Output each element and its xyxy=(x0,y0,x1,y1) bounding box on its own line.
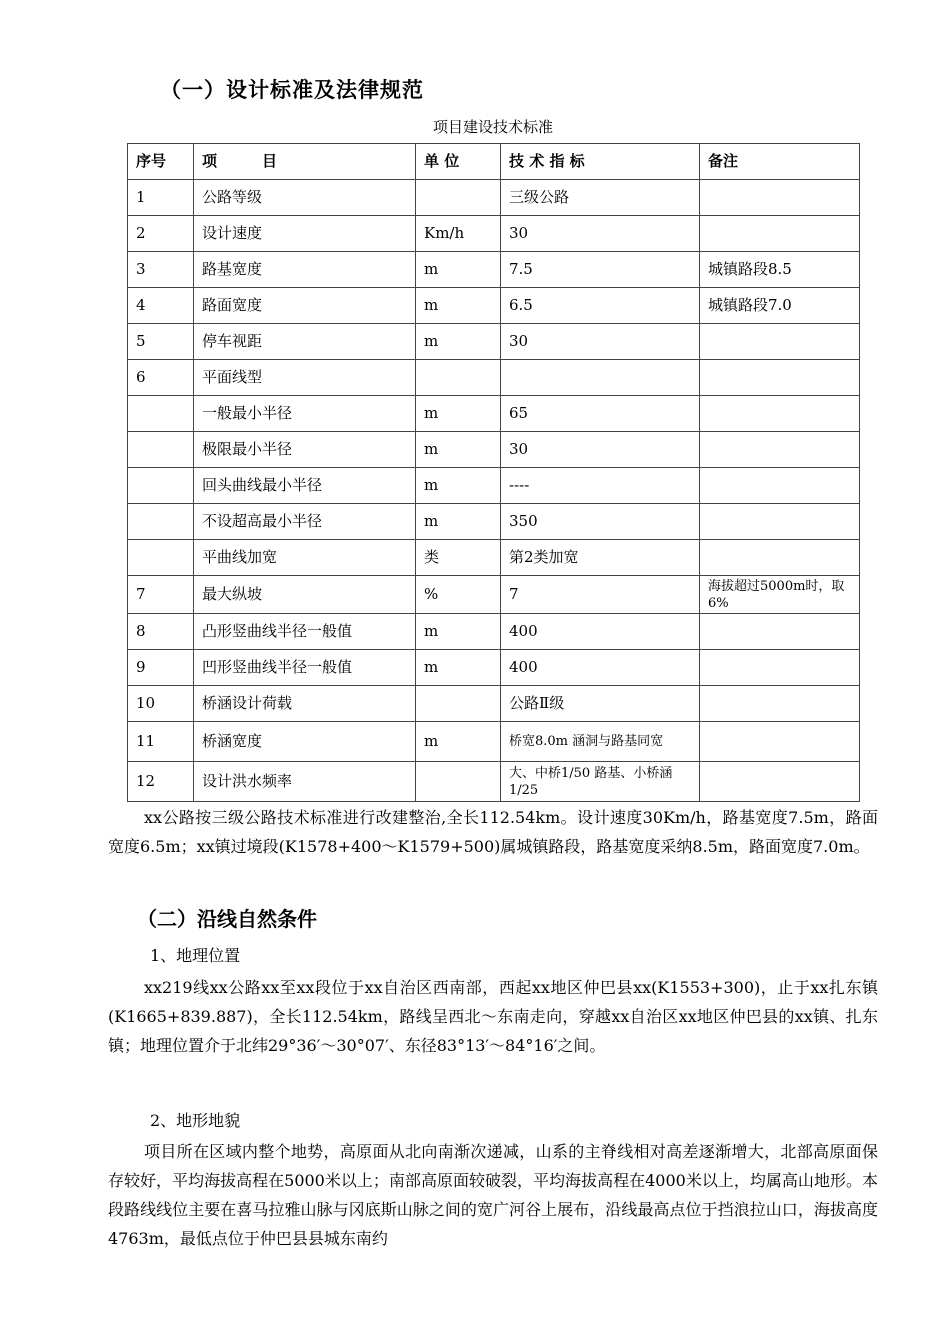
table-row xyxy=(128,288,860,324)
table-cell: 2 xyxy=(128,216,194,252)
paragraph-road-standard: xx公路按三级公路技术标准进行改建整治,全长112.54km。设计速度30Km/h，路基宽度7.5m，路面宽度6.5m；xx镇过境段(K1578+400～K1579+500)属城镇路段，路基宽度采纳8.5m，路面宽度7.0m。 xyxy=(108,808,878,856)
table-header-row xyxy=(128,144,860,180)
table-cell: 30 xyxy=(501,432,700,468)
table-cell: 不设超高最小半径 xyxy=(194,504,416,540)
table-cell xyxy=(700,324,860,360)
table-cell: 桥涵宽度 xyxy=(194,722,416,762)
table-row xyxy=(128,180,860,216)
table-caption: 项目建设技术标准 xyxy=(432,118,553,136)
table-cell: m xyxy=(416,614,501,650)
table-cell xyxy=(128,468,194,504)
table-cell xyxy=(700,614,860,650)
table-cell: 一般最小半径 xyxy=(194,396,416,432)
table-cell: m xyxy=(416,432,501,468)
table-row xyxy=(128,468,860,504)
table-cell xyxy=(416,180,501,216)
table-row xyxy=(128,614,860,650)
table-cell: 设计洪水频率 xyxy=(194,762,416,802)
table-row xyxy=(128,216,860,252)
table-cell: m xyxy=(416,324,501,360)
table-cell: 6 xyxy=(128,360,194,396)
table-cell: 凹形竖曲线半径一般值 xyxy=(194,650,416,686)
table-cell: 平曲线加宽 xyxy=(194,540,416,576)
technical-standards-table xyxy=(127,143,860,802)
table-cell xyxy=(700,360,860,396)
table-cell: 城镇路段7.0 xyxy=(700,288,860,324)
table-cell: 1 xyxy=(128,180,194,216)
header-cell: 备注 xyxy=(700,144,860,180)
table-row xyxy=(128,762,860,802)
table-cell: 大、中桥1/50 路基、小桥涵1/25 xyxy=(501,762,700,802)
table-row xyxy=(128,360,860,396)
table-row xyxy=(128,324,860,360)
table-row xyxy=(128,504,860,540)
table-cell: 400 xyxy=(501,614,700,650)
table-cell xyxy=(700,722,860,762)
table-cell: 最大纵坡 xyxy=(194,576,416,614)
table-cell: m xyxy=(416,288,501,324)
table-cell: 65 xyxy=(501,396,700,432)
table-cell: 3 xyxy=(128,252,194,288)
table-cell: m xyxy=(416,650,501,686)
table-cell xyxy=(700,504,860,540)
table-cell xyxy=(700,180,860,216)
table-cell xyxy=(416,686,501,722)
subheading-terrain: 2、地形地貌 xyxy=(150,1111,241,1130)
table-cell: 公路Ⅱ级 xyxy=(501,686,700,722)
table-cell: 第2类加宽 xyxy=(501,540,700,576)
section-title-design-standards: （一）设计标准及法律规范 xyxy=(160,78,424,102)
table-cell: m xyxy=(416,722,501,762)
table-cell xyxy=(416,762,501,802)
table-cell xyxy=(128,396,194,432)
paragraph-terrain: 项目所在区域内整个地势，高原面从北向南渐次递减，山系的主脊线相对高差逐渐增大，北部高原面保存较好，平均海拔高程在5000米以上；南部高原面较破裂，平均海拔高程在4000米以上，均属高山地形。本段路线线位主要在喜马拉雅山脉与冈底斯山脉之间的宽广河谷上展布，沿线最高点位于挡浪拉山口，海拔高度4763m，最低点位于仲巴县县城东南约 xyxy=(108,1142,878,1248)
header-cell: 单 位 xyxy=(416,144,501,180)
subheading-geographic-location: 1、地理位置 xyxy=(150,946,241,965)
table-cell: 12 xyxy=(128,762,194,802)
header-cell: 序号 xyxy=(128,144,194,180)
table-row xyxy=(128,576,860,614)
table-cell xyxy=(700,468,860,504)
paragraph-geographic-location: xx219线xx公路xx至xx段位于xx自治区西南部，西起xx地区仲巴县xx(K1553+300)，止于xx扎东镇(K1665+839.887)，全长112.54km，路线呈西北～东南走向，穿越xx自治区xx地区仲巴县的xx镇、扎东镇；地理位置介于北纬29°36′～30°07′、东径83°13′～84°16′之间。 xyxy=(108,978,878,1055)
table-cell: 9 xyxy=(128,650,194,686)
table-cell: 平面线型 xyxy=(194,360,416,396)
table-cell: 30 xyxy=(501,216,700,252)
table-cell: 11 xyxy=(128,722,194,762)
table-cell: 极限最小半径 xyxy=(194,432,416,468)
table-cell: 10 xyxy=(128,686,194,722)
table-cell: 回头曲线最小半径 xyxy=(194,468,416,504)
table-cell xyxy=(501,360,700,396)
header-cell: 技 术 指 标 xyxy=(501,144,700,180)
table-cell: 4 xyxy=(128,288,194,324)
table-cell: m xyxy=(416,252,501,288)
table-cell: 凸形竖曲线半径一般值 xyxy=(194,614,416,650)
table-cell: m xyxy=(416,468,501,504)
table-cell xyxy=(128,540,194,576)
table-cell xyxy=(700,540,860,576)
table-cell: Km/h xyxy=(416,216,501,252)
table-cell: 5 xyxy=(128,324,194,360)
table-row xyxy=(128,650,860,686)
table-cell xyxy=(700,432,860,468)
table-cell: 350 xyxy=(501,504,700,540)
table-cell xyxy=(700,650,860,686)
table-cell: 停车视距 xyxy=(194,324,416,360)
table-cell: 桥涵设计荷载 xyxy=(194,686,416,722)
table-cell xyxy=(700,216,860,252)
table-cell xyxy=(700,396,860,432)
table-row xyxy=(128,722,860,762)
table-cell: 7 xyxy=(501,576,700,614)
table-cell: 8 xyxy=(128,614,194,650)
table-row xyxy=(128,432,860,468)
table-cell: m xyxy=(416,504,501,540)
table-cell xyxy=(416,360,501,396)
table-row xyxy=(128,252,860,288)
table-cell: 桥宽8.0m 涵洞与路基同宽 xyxy=(501,722,700,762)
header-cell: 项 目 xyxy=(194,144,416,180)
table-cell: 公路等级 xyxy=(194,180,416,216)
table-row xyxy=(128,686,860,722)
table-cell xyxy=(700,686,860,722)
table-cell: m xyxy=(416,396,501,432)
table-cell: 三级公路 xyxy=(501,180,700,216)
table-cell: 6.5 xyxy=(501,288,700,324)
table-row xyxy=(128,540,860,576)
table-cell xyxy=(128,432,194,468)
table-cell: 400 xyxy=(501,650,700,686)
table-cell xyxy=(700,762,860,802)
table-cell xyxy=(128,504,194,540)
table-cell: 设计速度 xyxy=(194,216,416,252)
table-cell: 城镇路段8.5 xyxy=(700,252,860,288)
table-cell: % xyxy=(416,576,501,614)
table-cell: 7.5 xyxy=(501,252,700,288)
section-title-natural-conditions: （二）沿线自然条件 xyxy=(137,907,317,931)
table-cell: 7 xyxy=(128,576,194,614)
table-cell: 30 xyxy=(501,324,700,360)
table-cell: ---- xyxy=(501,468,700,504)
table-cell: 海拔超过5000m时，取6% xyxy=(700,576,860,614)
table-cell: 路面宽度 xyxy=(194,288,416,324)
table-cell: 路基宽度 xyxy=(194,252,416,288)
table-cell: 类 xyxy=(416,540,501,576)
table-row xyxy=(128,396,860,432)
